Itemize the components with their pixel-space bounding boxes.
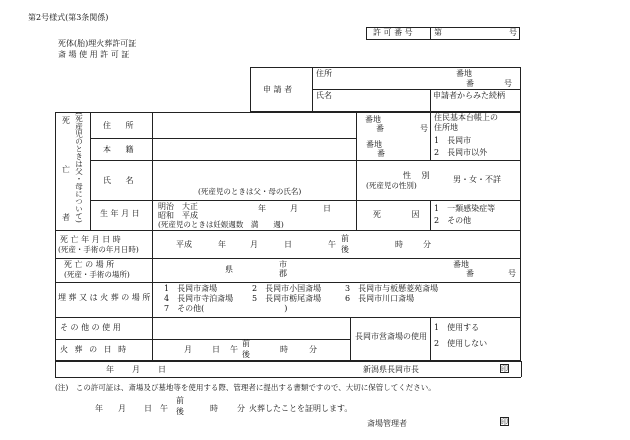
cremation-pm: 後 [242, 350, 250, 359]
applicant-banchi: 番地 [456, 69, 472, 78]
registry-option-2: 2 長岡市以外 [434, 148, 488, 157]
birth-month-unit: 月 [290, 204, 298, 213]
permit-number-value: 第 [434, 28, 442, 37]
registry-option-1: 1 長岡市 [434, 136, 472, 145]
sex-note: (死産児の性別) [366, 181, 417, 190]
applicant-go: 号 [504, 79, 512, 88]
form-number: 第2号様式(第3条関係) [28, 13, 109, 22]
applicant-label: 申 請 者 [263, 85, 293, 94]
death-place-ban: 番 [466, 269, 474, 278]
burial-place-label: 埋 葬 又 は 火 葬 の 場 所 [58, 293, 151, 302]
cert-minute-unit: 分 [237, 404, 245, 413]
death-era: 平成 [176, 240, 192, 249]
address-banchi: 番地 [365, 115, 381, 124]
era-2: 昭和 平成 [158, 211, 198, 220]
cremation-day-unit: 日 [212, 345, 220, 354]
cremation-label: 火 葬 の 日 時 [60, 345, 129, 354]
issue-year-unit: 年 [106, 365, 114, 374]
death-datetime-label-2: (死産・手術の年月日時) [58, 245, 139, 254]
cert-ampm-prefix: 午 [160, 404, 168, 413]
registry-note-2: 住所地 [434, 123, 458, 132]
name-note: (死産児のときは父・母の氏名) [198, 187, 302, 196]
death-place-banchi: 番地 [453, 260, 469, 269]
death-am: 前 [341, 234, 349, 243]
gestation-note: (死産児のときは妊娠週数 満 週) [158, 220, 284, 229]
burial-option-4: 4 長岡市寺泊斎場 [164, 294, 234, 303]
death-place-pref: 県 [225, 265, 233, 274]
deceased-side-note: (死産児のときは父・母について) [74, 112, 84, 223]
cert-manager: 斎場管理者 [367, 419, 407, 428]
issue-day-unit: 日 [158, 365, 166, 374]
cert-text: 火葬したことを証明します。 [249, 404, 353, 413]
address-ban: 番 [376, 124, 384, 133]
issuer-seal: 印 [501, 365, 508, 373]
cremation-am: 前 [242, 339, 250, 348]
applicant-address-label: 住所 [316, 69, 332, 78]
honseki-banchi: 番地 [366, 140, 382, 149]
burial-option-3: 3 長岡市与板懸菱苑斎場 [345, 284, 439, 293]
burial-option-1: 1 長岡市斎場 [164, 284, 218, 293]
manager-seal: 印 [501, 418, 508, 426]
facility-use-label: 長岡市営斎場の使用 [355, 332, 427, 341]
cause-option-2: 2 その他 [434, 216, 472, 225]
permit-number-suffix: 号 [509, 28, 517, 37]
honseki-label: 本 籍 [103, 145, 140, 154]
burial-option-6: 6 長岡市川口斎場 [345, 294, 415, 303]
burial-option-2: 2 長岡市小国斎場 [252, 284, 322, 293]
sex-options: 男・女・不詳 [453, 175, 501, 184]
cert-year-unit: 年 [95, 404, 103, 413]
death-place-city: 市 [279, 260, 287, 269]
cremation-minute-unit: 分 [309, 345, 317, 354]
era-1: 明治 大正 [158, 202, 198, 211]
honseki-ban: 番 [377, 149, 385, 158]
cert-pm: 後 [176, 407, 184, 416]
address-go: 号 [420, 124, 428, 133]
burial-option-7: 7 その他( ) [164, 304, 288, 313]
birth-label: 生 年 月 日 [100, 209, 140, 218]
address-label: 住 所 [103, 121, 140, 130]
applicant-relation-label: 申請者からみた続柄 [433, 91, 505, 100]
death-pm: 後 [341, 245, 349, 254]
death-am-pm-prefix: 午 [328, 240, 336, 249]
other-use-label: そ の 他 の 使 用 [60, 323, 121, 332]
cause-option-1: 1 一類感染症等 [434, 204, 496, 213]
death-minute-unit: 分 [423, 240, 431, 249]
death-day-unit: 日 [284, 240, 292, 249]
note-text: (注) この許可証は、斎場及び墓地等を使用する際、管理者に提出する書類ですので、大切に保管してください。 [55, 383, 436, 392]
applicant-ban: 番 [466, 79, 474, 88]
death-month-unit: 月 [250, 240, 258, 249]
registry-note-1: 住民基本台帳上の [434, 113, 498, 122]
death-place-label-1: 死 亡 の 場 所 [64, 260, 115, 269]
title-line-1: 死体(胎)埋火葬許可証 [58, 39, 137, 48]
issuer-name: 新潟県長岡市長 [363, 365, 419, 374]
cremation-ampm-prefix: 午 [230, 345, 238, 354]
death-place-label-2: (死産・手術の場所) [64, 270, 130, 279]
death-datetime-label-1: 死 亡 年 月 日 時 [60, 235, 121, 244]
death-hour-unit: 時 [395, 240, 403, 249]
name-label: 氏 名 [103, 176, 140, 185]
facility-option-2: 2 使用しない [434, 339, 488, 348]
death-place-gun: 郡 [279, 269, 287, 278]
deceased-side-label-1: 死 [62, 116, 70, 125]
cert-day-unit: 日 [144, 404, 152, 413]
issue-month-unit: 月 [132, 365, 140, 374]
birth-day-unit: 日 [323, 204, 331, 213]
title-line-2: 斎 場 使 用 許 可 証 [58, 50, 130, 59]
cause-label: 死 因 [373, 210, 434, 219]
sex-label: 性 別 [403, 171, 434, 180]
cremation-month-unit: 月 [184, 345, 192, 354]
cert-month-unit: 月 [118, 404, 126, 413]
death-place-go: 号 [508, 269, 516, 278]
facility-option-1: 1 使用する [434, 323, 480, 332]
death-year-unit: 年 [218, 240, 226, 249]
cert-am: 前 [176, 396, 184, 405]
applicant-name-label: 氏名 [316, 91, 332, 100]
cremation-hour-unit: 時 [280, 345, 288, 354]
permit-number-label: 許 可 番 号 [373, 28, 413, 37]
cert-hour-unit: 時 [210, 404, 218, 413]
burial-option-5: 5 長岡市栃尾斎場 [252, 294, 322, 303]
birth-year-unit: 年 [258, 204, 266, 213]
